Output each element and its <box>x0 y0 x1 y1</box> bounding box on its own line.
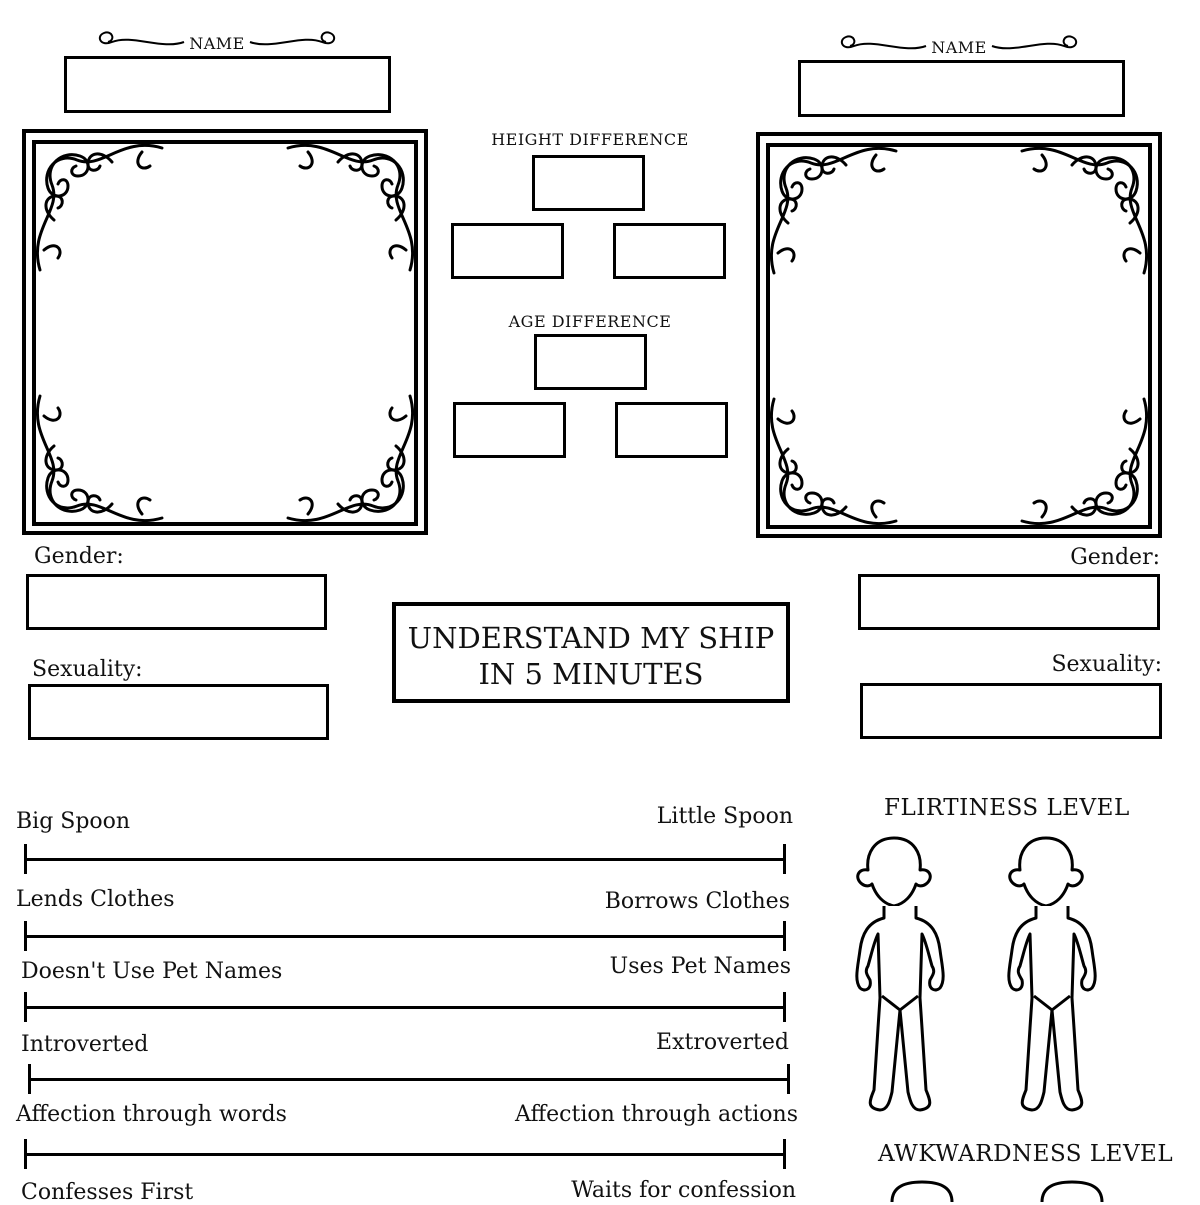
right-name-caption: NAME <box>931 38 987 57</box>
age-right-field[interactable] <box>615 402 728 458</box>
right-sexuality-label: Sexuality: <box>1051 652 1162 677</box>
flirtiness-figures-icon <box>850 830 1150 1125</box>
scale-6-right-label: Waits for confession <box>571 1178 796 1203</box>
height-difference-caption: HEIGHT DIFFERENCE <box>491 130 689 149</box>
scale-3-left-label: Doesn't Use Pet Names <box>21 959 283 984</box>
scale-5-right-label: Affection through actions <box>515 1102 798 1127</box>
scale-1-left-label: Big Spoon <box>16 809 131 834</box>
scale-2-left-label: Lends Clothes <box>16 887 175 912</box>
scale-1-right-label: Little Spoon <box>656 804 793 829</box>
right-gender-field[interactable] <box>858 574 1160 630</box>
scale-5-left-label: Affection through words <box>16 1102 287 1127</box>
left-portrait-ornaments <box>32 140 418 526</box>
height-difference-field[interactable] <box>532 155 645 211</box>
page-title-line2: IN 5 MINUTES <box>478 657 704 691</box>
scale-6-left-label: Confesses First <box>21 1180 194 1205</box>
right-sexuality-field[interactable] <box>860 683 1162 739</box>
page-title <box>392 602 790 703</box>
left-sexuality-label: Sexuality: <box>32 657 143 682</box>
page-title-line1: UNDERSTAND MY SHIP <box>407 621 775 655</box>
scale-3-right-label: Uses Pet Names <box>609 954 791 979</box>
left-sexuality-field[interactable] <box>28 684 329 740</box>
age-left-field[interactable] <box>453 402 566 458</box>
scale-5-slider[interactable] <box>24 1139 786 1169</box>
right-portrait-ornaments <box>766 143 1152 529</box>
right-name-field[interactable] <box>798 60 1125 117</box>
flirtiness-level-title: FLIRTINESS LEVEL <box>884 795 1130 821</box>
scale-2-slider[interactable] <box>24 921 786 951</box>
age-difference-field[interactable] <box>534 334 647 390</box>
left-name-field[interactable] <box>64 56 391 113</box>
left-name-caption: NAME <box>189 34 245 53</box>
scale-3-slider[interactable] <box>24 992 786 1022</box>
scale-4-right-label: Extroverted <box>656 1030 789 1055</box>
scale-2-right-label: Borrows Clothes <box>604 889 790 914</box>
age-difference-caption: AGE DIFFERENCE <box>508 312 672 331</box>
scale-1-slider[interactable] <box>24 844 786 874</box>
awkwardness-level-title: AWKWARDNESS LEVEL <box>878 1141 1174 1167</box>
left-gender-field[interactable] <box>26 574 327 630</box>
left-gender-label: Gender: <box>34 544 124 569</box>
height-right-field[interactable] <box>613 223 726 279</box>
scale-4-left-label: Introverted <box>21 1032 149 1057</box>
height-left-field[interactable] <box>451 223 564 279</box>
awkwardness-figures-icon <box>850 1180 1150 1200</box>
right-gender-label: Gender: <box>1070 545 1160 570</box>
scale-4-slider[interactable] <box>28 1064 790 1094</box>
